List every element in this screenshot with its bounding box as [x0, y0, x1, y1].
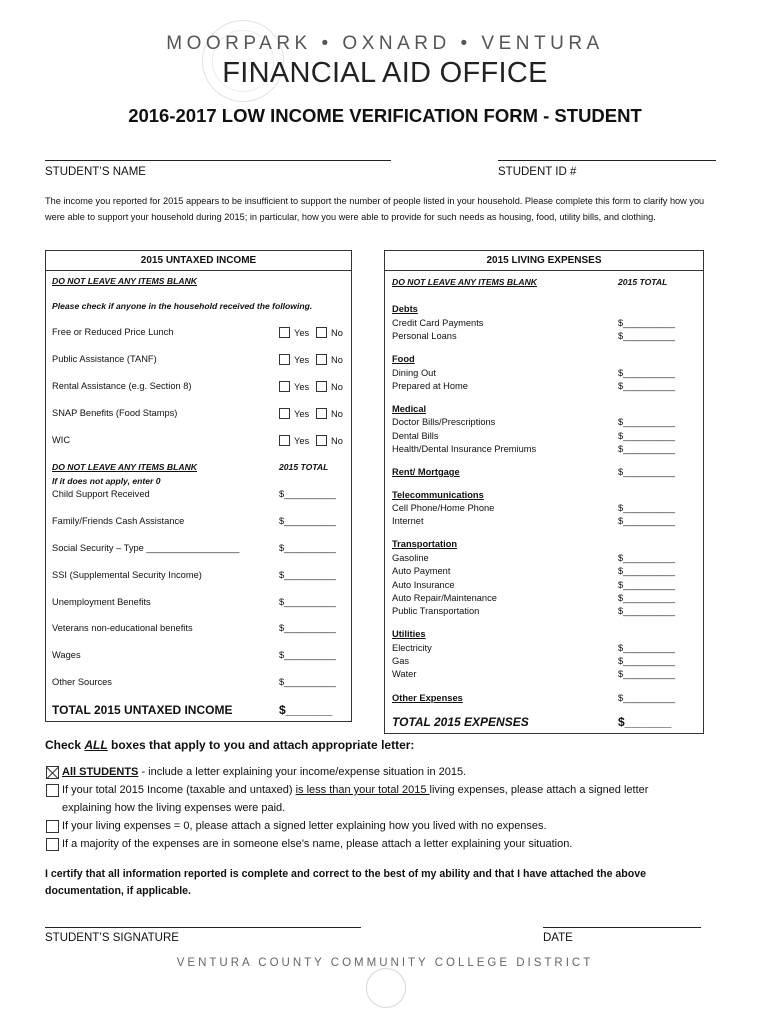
check-title-all: ALL [84, 738, 108, 752]
expense-item-label: Auto Insurance [392, 580, 455, 590]
expense-amount-field[interactable]: $__________ [618, 431, 675, 441]
no-label: No [331, 436, 343, 446]
expense-amount-field[interactable]: $__________ [618, 656, 675, 666]
intro-paragraph: The income you reported for 2015 appears to be insufficient to support the number of people listed in your household. Please complete this form to clarify how you were able to support your household during 2015; in particular, how you were able to provide for such needs as housing, food, utility bills, and clothing. [45, 196, 705, 222]
income-amount-field[interactable]: $__________ [279, 597, 336, 607]
income-amount-field[interactable]: $__________ [279, 677, 336, 687]
expense-category-title: Transportation [392, 539, 458, 549]
income-amount-field[interactable]: $__________ [279, 623, 336, 633]
expense-amount-field[interactable]: $__________ [618, 669, 675, 679]
student-id-label: STUDENT ID # [498, 166, 577, 178]
benefit-no-checkbox[interactable] [316, 381, 327, 392]
expense-item-label: Dental Bills [392, 431, 439, 441]
all-students-checkbox[interactable] [46, 766, 59, 779]
expense-amount-field[interactable]: $__________ [618, 606, 675, 616]
yes-label: Yes [294, 409, 310, 419]
someone-else-checkbox[interactable] [46, 838, 59, 851]
income-item-label: Social Security – Type __________________ [52, 543, 240, 553]
untaxed-total-column: 2015 TOTAL [279, 462, 329, 472]
expense-item-label: Auto Payment [392, 566, 451, 576]
income-item-label: SSI (Supplemental Security Income) [52, 570, 202, 580]
benefit-yes-checkbox[interactable] [279, 435, 290, 446]
benefit-no-checkbox[interactable] [316, 327, 327, 338]
district-footer: VENTURA COUNTY COMMUNITY COLLEGE DISTRICT [176, 957, 594, 969]
income-less-checkbox[interactable] [46, 784, 59, 797]
living-expenses-panel [384, 250, 704, 734]
untaxed-total-label: TOTAL 2015 UNTAXED INCOME [52, 703, 233, 717]
untaxed-warning: DO NOT LEAVE ANY ITEMS BLANK [52, 276, 197, 286]
income-less-text-c: explaining how the living expenses were paid. [62, 802, 286, 814]
income-amount-field[interactable]: $__________ [279, 570, 336, 580]
no-label: No [331, 382, 343, 392]
income-item-label: Veterans non-educational benefits [52, 623, 193, 633]
expenses-total-label: TOTAL 2015 EXPENSES [392, 715, 529, 729]
expense-item-label: Internet [392, 516, 424, 526]
no-label: No [331, 328, 343, 338]
option-income-less [62, 784, 648, 796]
benefit-no-checkbox[interactable] [316, 408, 327, 419]
expense-amount-field[interactable]: $__________ [618, 444, 675, 454]
benefit-no-checkbox[interactable] [316, 435, 327, 446]
benefit-yes-checkbox[interactable] [279, 408, 290, 419]
expense-item-label: Doctor Bills/Prescriptions [392, 417, 496, 427]
expenses-total-column: 2015 TOTAL [618, 277, 668, 287]
zero-expenses-checkbox[interactable] [46, 820, 59, 833]
yes-label: Yes [294, 436, 310, 446]
expense-amount-field[interactable]: $__________ [618, 566, 675, 576]
income-amount-field[interactable]: $__________ [279, 543, 336, 553]
expense-amount-field[interactable]: $__________ [618, 368, 675, 378]
date-label: DATE [543, 932, 573, 944]
check-title-post: boxes that apply to you and attach appropriate letter: [107, 738, 415, 752]
benefit-label: SNAP Benefits (Food Stamps) [52, 408, 178, 418]
income-item-label: Other Sources [52, 677, 112, 687]
expenses-warning: DO NOT LEAVE ANY ITEMS BLANK [392, 277, 537, 287]
signature-label: STUDENT’S SIGNATURE [45, 932, 179, 944]
untaxed-income-heading: 2015 UNTAXED INCOME [46, 251, 351, 271]
all-students-text: - include a letter explaining your income/expense situation in 2015. [138, 766, 467, 778]
untaxed-warning-2: DO NOT LEAVE ANY ITEMS BLANK [52, 462, 197, 472]
expense-item-label: Public Transportation [392, 606, 480, 616]
income-item-label: Child Support Received [52, 489, 150, 499]
expense-category-title: Other Expenses [392, 693, 463, 703]
check-title-pre: Check [45, 738, 85, 752]
expense-amount-field[interactable]: $__________ [618, 318, 675, 328]
expense-amount-field[interactable]: $__________ [618, 593, 675, 603]
income-item-label: Family/Friends Cash Assistance [52, 516, 185, 526]
expense-item-label: Cell Phone/Home Phone [392, 503, 495, 513]
date-line[interactable] [543, 927, 701, 928]
expense-amount-field[interactable]: $__________ [618, 580, 675, 590]
benefit-label: WIC [52, 435, 71, 445]
yes-label: Yes [294, 382, 310, 392]
header-colleges: MOORPARK • OXNARD • VENTURA [166, 33, 604, 54]
expense-category-title: Food [392, 354, 415, 364]
expense-item-label: Health/Dental Insurance Premiums [392, 444, 537, 454]
yes-label: Yes [294, 355, 310, 365]
expense-category-title: Telecommunications [392, 490, 484, 500]
expense-item-label: Gasoline [392, 553, 429, 563]
household-note: Please check if anyone in the household received the following. [52, 301, 313, 311]
income-less-text-underlined: is less than your total 2015 [295, 784, 430, 796]
income-amount-field[interactable]: $__________ [279, 489, 336, 499]
yes-label: Yes [294, 328, 310, 338]
expense-category-title: Medical [392, 404, 427, 414]
expense-amount-field[interactable]: $__________ [618, 467, 675, 477]
student-name-line[interactable] [45, 160, 391, 161]
expense-amount-field[interactable]: $__________ [618, 381, 675, 391]
benefit-label: Public Assistance (TANF) [52, 354, 157, 364]
income-amount-field[interactable]: $__________ [279, 650, 336, 660]
income-item-label: Unemployment Benefits [52, 597, 151, 607]
option-all-students [62, 766, 466, 778]
expense-item-label: Auto Repair/Maintenance [392, 593, 497, 603]
expense-category-title: Utilities [392, 629, 426, 639]
expenses-total-field[interactable]: $_______ [618, 715, 672, 729]
expense-amount-field[interactable]: $__________ [618, 503, 675, 513]
benefit-no-checkbox[interactable] [316, 354, 327, 365]
no-label: No [331, 355, 343, 365]
all-students-label: All STUDENTS [62, 766, 139, 778]
income-less-text-b: living expenses, please attach a signed letter [429, 784, 649, 796]
expense-amount-field[interactable]: $__________ [618, 693, 675, 703]
expense-category-title: Debts [392, 304, 418, 314]
header-office: FINANCIAL AID OFFICE [222, 57, 548, 89]
expense-item-label: Water [392, 669, 417, 679]
income-less-text-a: If your total 2015 Income (taxable and untaxed) [62, 784, 296, 796]
certification-statement: I certify that all information reported is complete and correct to the best of my ability and that I have attached the above documentation, if applicable. [45, 868, 647, 897]
student-name-label: STUDENT’S NAME [45, 166, 146, 178]
expense-item-label: Prepared at Home [392, 381, 468, 391]
expense-item-label: Credit Card Payments [392, 318, 484, 328]
untaxed-total-field[interactable]: $_______ [279, 703, 333, 717]
expense-amount-field[interactable]: $__________ [618, 643, 675, 653]
benefit-label: Free or Reduced Price Lunch [52, 327, 174, 337]
expense-amount-field[interactable]: $__________ [618, 417, 675, 427]
expense-item-label: Dining Out [392, 368, 436, 378]
zero-note: If it does not apply, enter 0 [52, 476, 161, 486]
option-zero-expenses: If your living expenses = 0, please attach a signed letter explaining how you lived with no expenses. [62, 820, 547, 832]
expense-amount-field[interactable]: $__________ [618, 553, 675, 563]
expense-category-title: Rent/ Mortgage [392, 467, 460, 477]
income-amount-field[interactable]: $__________ [279, 516, 336, 526]
option-someone-else: If a majority of the expenses are in someone else’s name, please attach a letter explaining your situation. [62, 838, 573, 850]
form-title: 2016-2017 LOW INCOME VERIFICATION FORM - STUDENT [128, 105, 642, 126]
expense-amount-field[interactable]: $__________ [618, 331, 675, 341]
living-expenses-heading: 2015 LIVING EXPENSES [385, 251, 703, 271]
expense-item-label: Gas [392, 656, 410, 666]
district-seal [366, 968, 406, 1008]
benefit-yes-checkbox[interactable] [279, 381, 290, 392]
expense-item-label: Personal Loans [392, 331, 457, 341]
expense-item-label: Electricity [392, 643, 432, 653]
expense-amount-field[interactable]: $__________ [618, 516, 675, 526]
benefit-label: Rental Assistance (e.g. Section 8) [52, 381, 192, 391]
untaxed-income-panel [45, 250, 352, 722]
income-item-label: Wages [52, 650, 81, 660]
benefit-yes-checkbox[interactable] [279, 354, 290, 365]
check-all-heading [45, 738, 414, 752]
no-label: No [331, 409, 343, 419]
signature-line[interactable] [45, 927, 361, 928]
benefit-yes-checkbox[interactable] [279, 327, 290, 338]
student-id-line[interactable] [498, 160, 716, 161]
